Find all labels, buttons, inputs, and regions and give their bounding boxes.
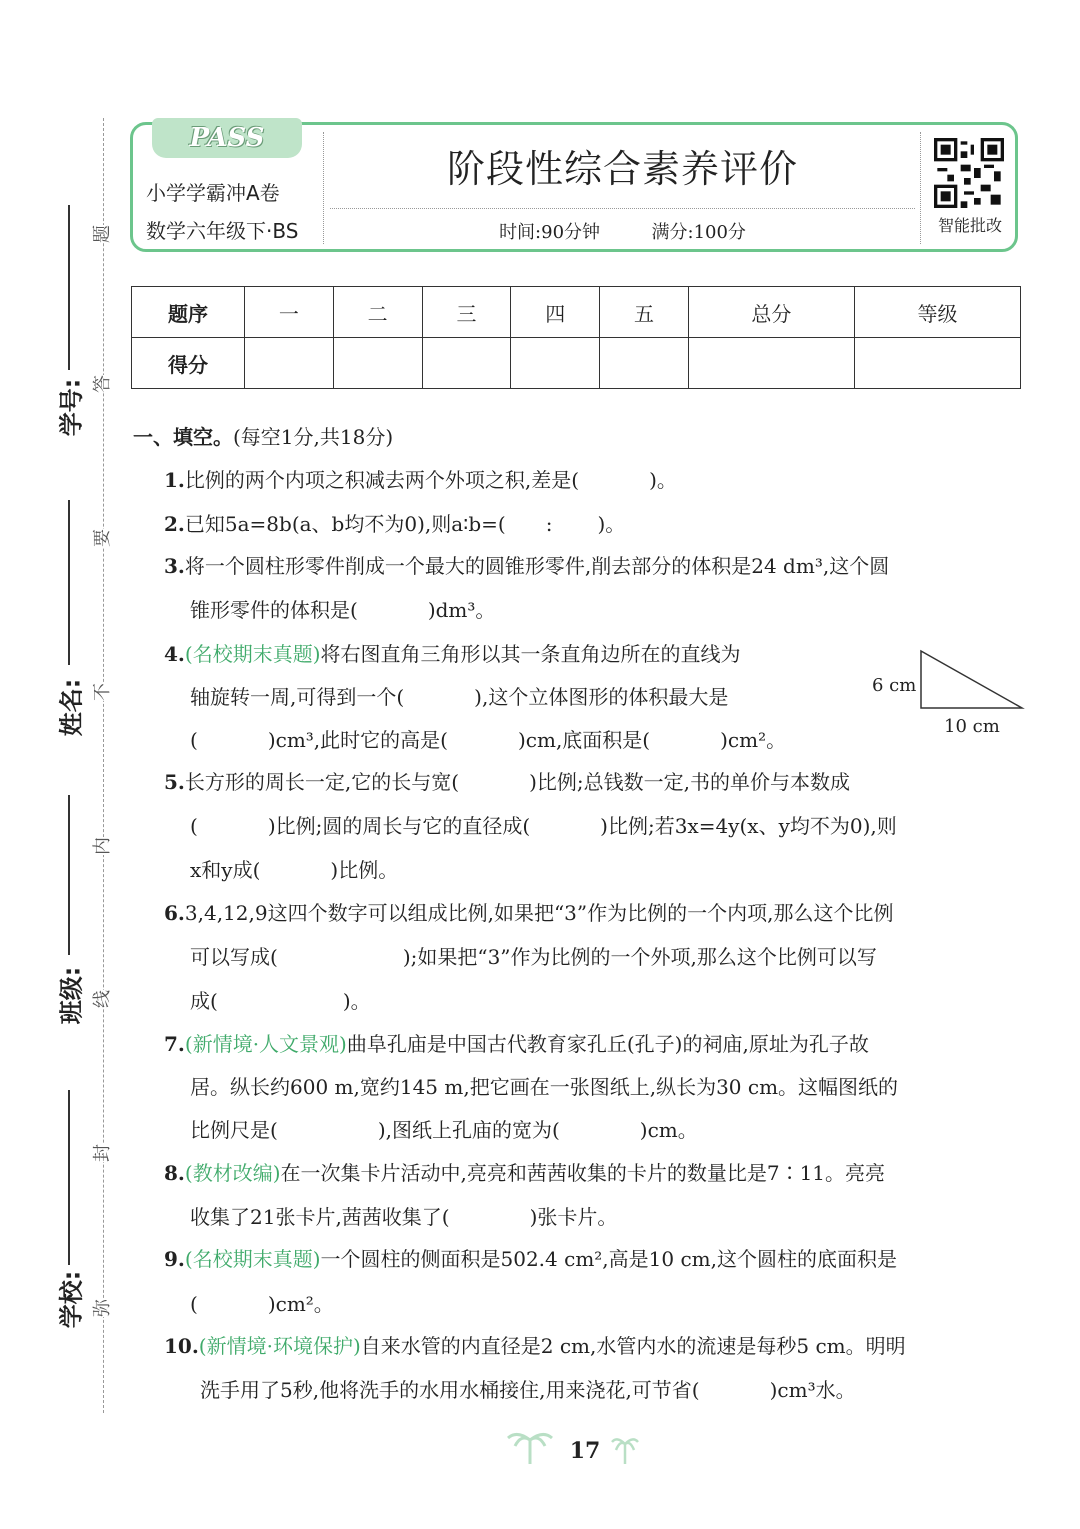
school-label: 学校: [57,1270,86,1329]
question-text: 锥形零件的体积是( [190,598,358,622]
question-1 [164,464,677,493]
question-text: )dm³。 [427,598,496,622]
question-number: 8. [164,1161,185,1185]
question-7-line-3 [190,1114,698,1143]
right-triangle-figure [918,648,1026,712]
question-6 [164,897,893,926]
question-text: ( [190,728,198,752]
question-text: )cm³,此时它的高是( [267,728,448,752]
triangle-height-label: 6 cm [872,675,917,696]
question-tag: (新情境·环境保护) [198,1334,361,1358]
question-text: 将一个圆柱形零件削成一个最大的圆锥形零件,削去部分的体积是24 dm³,这个圆 [184,554,890,578]
question-text: )cm²。 [267,1292,334,1316]
question-number: 7. [164,1032,185,1056]
question-text: )比例;总钱数一定,书的单价与本数成 [529,770,850,794]
school-underline [68,1090,70,1265]
question-text: 成( [190,989,218,1013]
question-5 [164,766,850,795]
question-10 [164,1330,906,1359]
question-text: 3,4,12,9这四个数字可以组成比例,如果把“3”作为比例的一个内项,那么这个比例 [184,901,894,925]
question-text: 轴旋转一周,可得到一个( [190,685,405,709]
question-text: 居。纵长约600 m,宽约145 m,把它画在一张图纸上,纵长为30 cm。这幅图纸的 [190,1075,899,1099]
question-tag: (新情境·人文景观) [184,1032,347,1056]
question-text: x和y成( [190,858,261,882]
seal-char: 题 [85,225,117,243]
score-cell[interactable] [854,338,1020,389]
question-2 [164,508,625,537]
full-score: 满分:100分 [651,222,746,243]
question-9-line-2 [190,1288,334,1317]
score-cell[interactable] [511,338,600,389]
question-3 [164,550,889,579]
palm-tree-icon [610,1432,640,1466]
question-number: 6. [164,901,185,925]
question-text: )。 [649,468,677,492]
question-3-line-2 [190,594,495,623]
question-text: 将右图直角三角形以其一条直角边所在的直线为 [320,642,741,666]
exam-info [330,218,915,244]
score-cell[interactable] [688,338,854,389]
question-text: 比例尺是( [190,1118,278,1142]
question-text: ),图纸上孔庙的宽为( [377,1118,560,1142]
question-text: 已知5a=8b(a、b均不为0),则a∶b=( [184,512,506,536]
question-number: 2. [164,512,185,536]
question-number: 5. [164,770,185,794]
table-row [132,287,1021,338]
name-underline [68,500,70,665]
question-text: )比例;若3x=4y(x、y均不为0),则 [600,814,897,838]
question-text: ),这个立体图形的体积最大是 [474,685,729,709]
seal-char: 弥 [85,1299,117,1317]
question-5-line-3 [190,854,398,883]
page-title: 阶段性综合素养评价 [446,147,798,191]
question-tag: (名校期末真题) [184,1247,321,1271]
name-label: 姓名: [57,678,86,737]
question-10-line-2 [200,1374,856,1403]
table-header-cell: 五 [600,287,689,338]
question-text: )cm²。 [720,728,787,752]
table-row-header: 得分 [132,338,245,389]
seal-char: 不 [85,683,117,701]
question-text: 自来水管的内直径是2 cm,水管内水的流速是每秒5 cm。明明 [360,1334,906,1358]
ratio-colon: : [545,512,553,536]
question-number: 3. [164,554,185,578]
id-label: 学号: [57,378,86,437]
question-text: ( [190,814,198,838]
question-9 [164,1243,897,1272]
question-text: 长方形的周长一定,它的长与宽( [184,770,460,794]
score-table [131,286,1021,389]
question-8-line-2 [190,1201,617,1230]
question-text: 洗手用了5秒,他将洗手的水用水桶接住,用来浇花,可节省( [200,1378,700,1402]
section-heading [133,421,393,450]
question-text: 比例的两个内项之积减去两个外项之积,差是( [184,468,580,492]
section-title: 一、填空。 [133,425,233,449]
divider [330,208,915,209]
grade-label: 数学六年级下·BS [146,219,299,243]
question-number: 1. [164,468,185,492]
seal-char: 封 [85,1144,117,1162]
question-6-line-3 [190,985,371,1014]
score-cell[interactable] [333,338,422,389]
question-4-line-3 [190,724,786,753]
question-text: )。 [597,512,626,536]
question-text: )比例;圆的周长与它的直径成( [267,814,531,838]
seal-char: 内 [85,837,117,855]
question-8 [164,1157,885,1186]
divider [920,132,921,244]
seal-char: 答 [85,375,117,393]
question-6-line-2 [190,941,877,970]
table-row [132,338,1021,389]
section-note: (每空1分,共18分) [233,425,394,449]
question-text: ( [190,1292,198,1316]
question-5-line-2 [190,810,897,839]
question-text: 收集了21张卡片,茜茜收集了( [190,1205,450,1229]
question-text: 在一次集卡片活动中,亮亮和茜茜收集的卡片的数量比是7∶11。亮亮 [280,1161,886,1185]
question-7 [164,1028,869,1057]
class-label: 班级: [57,966,86,1025]
class-underline [68,795,70,955]
question-text: )张卡片。 [529,1205,618,1229]
question-number: 10. [164,1334,199,1358]
table-header-cell: 二 [333,287,422,338]
id-underline [68,205,70,370]
divider [323,132,324,244]
question-text: 一个圆柱的侧面积是502.4 cm²,高是10 cm,这个圆柱的底面积是 [320,1247,897,1271]
seal-char: 要 [85,529,117,547]
question-tag: (名校期末真题) [184,642,321,666]
score-cell[interactable] [600,338,689,389]
question-number: 9. [164,1247,185,1271]
table-header-cell: 四 [511,287,600,338]
question-tag: (教材改编) [184,1161,281,1185]
question-4-line-2 [190,681,728,710]
table-row-header: 题序 [132,287,245,338]
page-number: 17 [569,1438,601,1464]
question-text: )。 [342,989,371,1013]
time-limit: 时间:90分钟 [499,222,601,243]
question-text: 曲阜孔庙是中国古代教育家孔丘(孔子)的祠庙,原址为孔子故 [346,1032,869,1056]
question-text: )cm,底面积是( [517,728,651,752]
seal-char: 线 [85,990,117,1008]
question-text: )cm。 [639,1118,698,1142]
question-number: 4. [164,642,185,666]
table-header-cell: 一 [245,287,334,338]
table-header-cell: 总分 [688,287,854,338]
question-text: );如果把“3”作为比例的一个外项,那么这个比例可以写 [402,945,877,969]
score-cell[interactable] [422,338,511,389]
series-name: 小学学霸冲A卷 [146,181,280,205]
palm-tree-icon [505,1426,555,1466]
table-header-cell: 三 [422,287,511,338]
binding-dashed-line [103,118,104,1413]
question-4 [164,638,741,667]
table-header-cell: 等级 [854,287,1020,338]
qr-label: 智能批改 [937,216,1002,235]
qr-code-icon[interactable] [934,138,1004,208]
question-7-line-2 [190,1071,898,1100]
question-text: )cm³水。 [769,1378,856,1402]
score-cell[interactable] [245,338,334,389]
triangle-base-label: 10 cm [944,716,1000,737]
question-text: )比例。 [330,858,399,882]
pass-logo: PASS [152,118,302,158]
question-text: 可以写成( [190,945,278,969]
